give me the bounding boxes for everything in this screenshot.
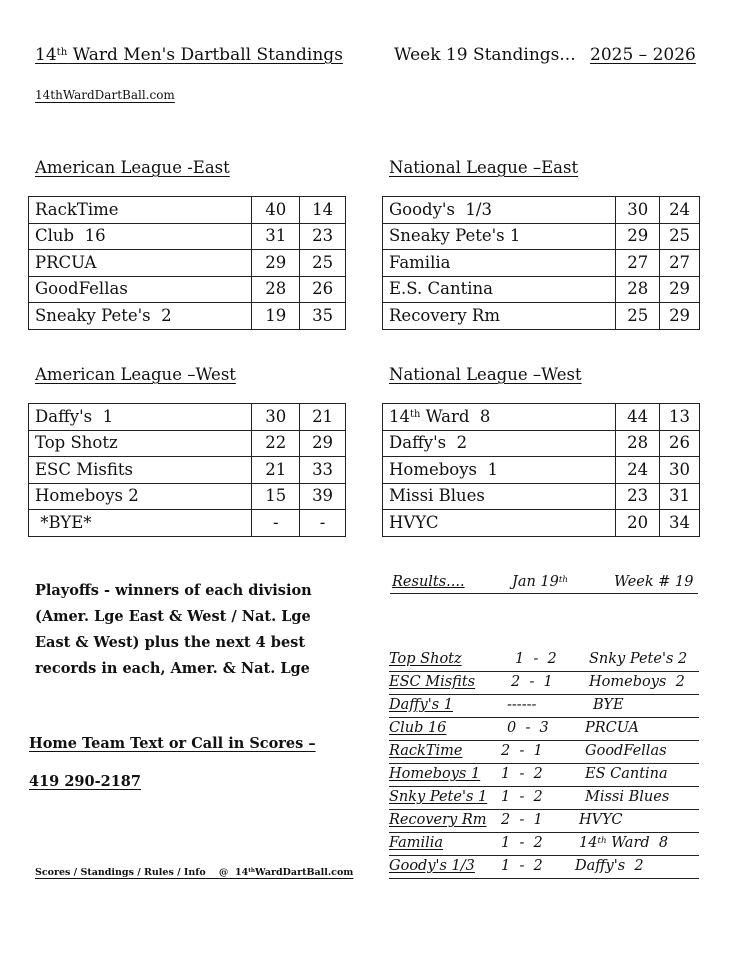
losses-value: 24 xyxy=(660,197,700,224)
game-score: 1 - 2 xyxy=(501,858,543,874)
al-west-table xyxy=(28,403,346,537)
team-name xyxy=(383,276,616,303)
standings-row xyxy=(29,276,346,303)
losses-value: 29 xyxy=(300,430,346,457)
team-name-text: Goody's 1/3 xyxy=(389,199,492,219)
wins-value: 28 xyxy=(616,276,660,303)
losses-value: 30 xyxy=(660,457,700,484)
losses-value: 31 xyxy=(660,483,700,510)
wins-value: 20 xyxy=(616,510,660,537)
game-score: ------ xyxy=(507,697,537,713)
website-link[interactable]: 14thWardDartBall.com xyxy=(35,88,175,102)
away-team xyxy=(575,858,644,874)
team-name-text: PRCUA xyxy=(35,252,97,272)
losses-value: 35 xyxy=(300,303,346,330)
away-team-text: Daffy's 2 xyxy=(575,858,644,874)
losses-value: 29 xyxy=(660,303,700,330)
team-name xyxy=(383,303,616,330)
wins-value: 31 xyxy=(252,223,300,250)
team-name-text: Missi Blues xyxy=(389,486,485,505)
result-row xyxy=(389,717,699,741)
away-team-number: 14 xyxy=(579,835,598,851)
team-name xyxy=(29,510,252,537)
game-score: 0 - 3 xyxy=(507,720,549,736)
result-row xyxy=(389,671,699,695)
game-score: 1 - 2 xyxy=(515,651,557,667)
home-team: RackTime xyxy=(389,743,463,759)
team-name-text: GoodFellas xyxy=(35,279,128,298)
team-name xyxy=(29,404,252,431)
wins-value: 30 xyxy=(252,404,300,431)
team-name xyxy=(29,430,252,457)
team-name-text: RackTime xyxy=(35,199,119,219)
nl-west-title: National League –West xyxy=(389,365,582,384)
losses-value: 33 xyxy=(300,457,346,484)
away-team xyxy=(589,651,687,667)
away-team-text: HVYC xyxy=(579,812,623,828)
away-team-text: GoodFellas xyxy=(585,743,667,759)
away-team-text: BYE xyxy=(593,697,624,713)
team-name-text: Club 16 xyxy=(35,226,106,245)
away-team-text: Missi Blues xyxy=(585,789,670,805)
season-label: 2025 – 2026 xyxy=(590,45,696,65)
losses-value: 21 xyxy=(300,404,346,431)
playoffs-note: Playoffs - winners of each division (Amer. Lge East & West / Nat. Lge East & West) plus the next 4 best records in each, Amer. & Nat. Lge xyxy=(35,582,312,677)
standings-row xyxy=(29,430,346,457)
footer-links-text: Scores / Standings / Rules / Info xyxy=(35,867,206,878)
nl-east-title: National League –East xyxy=(389,158,579,177)
team-name xyxy=(383,430,616,457)
team-name-text: Familia xyxy=(389,252,451,272)
team-name xyxy=(29,457,252,484)
game-score: 1 - 2 xyxy=(501,789,543,805)
standings-row xyxy=(29,510,346,537)
results-week: Week # 19 xyxy=(614,574,694,590)
losses-value: 25 xyxy=(300,250,346,277)
team-name xyxy=(383,250,616,277)
team-name-text: Homeboys 2 xyxy=(35,486,139,505)
standings-row xyxy=(383,303,700,330)
team-name xyxy=(383,223,616,250)
home-team: Familia xyxy=(389,835,444,851)
losses-value: 27 xyxy=(660,250,700,277)
standings-row xyxy=(383,483,700,510)
game-score: 1 - 2 xyxy=(501,766,543,782)
home-team: Daffy's 1 xyxy=(389,697,453,713)
losses-value: 25 xyxy=(660,223,700,250)
footer-links[interactable] xyxy=(35,867,353,878)
losses-value: 39 xyxy=(300,483,346,510)
home-team: Recovery Rm xyxy=(389,812,487,828)
game-score: 2 - 1 xyxy=(501,812,543,828)
wins-value: 19 xyxy=(252,303,300,330)
standings-row xyxy=(29,197,346,224)
away-team xyxy=(585,766,668,782)
away-team xyxy=(579,835,668,851)
standings-row xyxy=(29,303,346,330)
results-date-text: Jan 19 xyxy=(512,574,559,590)
results-header xyxy=(390,574,698,594)
away-team xyxy=(585,743,667,759)
results-date xyxy=(512,574,568,590)
wins-value: 27 xyxy=(616,250,660,277)
phone-number[interactable]: 419 290-2187 xyxy=(29,773,141,790)
week-label: Week 19 Standings... xyxy=(394,45,576,65)
away-team xyxy=(585,720,639,736)
standings-row xyxy=(383,250,700,277)
team-name xyxy=(29,276,252,303)
result-row xyxy=(389,832,699,856)
result-row xyxy=(389,855,699,879)
losses-value: - xyxy=(300,510,346,537)
wins-value: 21 xyxy=(252,457,300,484)
losses-value: 26 xyxy=(660,430,700,457)
team-name xyxy=(383,510,616,537)
team-name-text: HVYC xyxy=(389,512,439,532)
losses-value: 34 xyxy=(660,510,700,537)
team-name xyxy=(29,303,252,330)
result-row xyxy=(389,648,699,672)
wins-value: 29 xyxy=(616,223,660,250)
result-row xyxy=(389,694,699,718)
wins-value: 22 xyxy=(252,430,300,457)
away-team-text: Snky Pete's 2 xyxy=(589,651,688,667)
away-team-text: Ward 8 xyxy=(606,835,669,851)
standings-row xyxy=(29,250,346,277)
call-in-scores-label: Home Team Text or Call in Scores – xyxy=(29,735,316,752)
game-score: 2 - 1 xyxy=(501,743,543,759)
losses-value: 13 xyxy=(660,404,700,431)
team-name xyxy=(383,404,616,431)
home-team: Snky Pete's 1 xyxy=(389,789,488,805)
team-name-number: 14 xyxy=(389,406,410,426)
results-date-ordinal: th xyxy=(558,575,568,586)
away-team-text: ES Cantina xyxy=(585,766,668,782)
nl-east-table xyxy=(382,196,700,330)
home-team: Homeboys 1 xyxy=(389,766,481,782)
title-number: 14 xyxy=(35,45,57,65)
standings-row xyxy=(383,510,700,537)
result-row xyxy=(389,786,699,810)
standings-row xyxy=(383,430,700,457)
standings-row xyxy=(29,457,346,484)
team-name-text: Daffy's 1 xyxy=(35,406,114,426)
team-name xyxy=(29,250,252,277)
home-team: Top Shotz xyxy=(389,651,462,667)
team-name xyxy=(29,223,252,250)
footer-site-text: WardDartBall.com xyxy=(255,867,354,878)
team-name-text: Homeboys 1 xyxy=(389,459,499,479)
losses-value: 29 xyxy=(660,276,700,303)
result-row xyxy=(389,740,699,764)
team-name-text: Ward 8 xyxy=(420,406,491,426)
footer-at: @ xyxy=(218,867,229,878)
team-name xyxy=(383,483,616,510)
away-team xyxy=(585,789,669,805)
away-team xyxy=(579,812,623,828)
standings-row xyxy=(383,404,700,431)
title-ordinal: th xyxy=(56,47,68,59)
result-row xyxy=(389,809,699,833)
team-name xyxy=(383,457,616,484)
team-name xyxy=(29,483,252,510)
wins-value: 28 xyxy=(616,430,660,457)
wins-value: 15 xyxy=(252,483,300,510)
team-name-text: Daffy's 2 xyxy=(389,433,468,452)
team-name-text: E.S. Cantina xyxy=(389,279,493,298)
standings-row xyxy=(383,197,700,224)
standings-row xyxy=(29,223,346,250)
standings-row xyxy=(383,276,700,303)
away-team-ordinal: th xyxy=(597,836,607,847)
team-name-text: Sneaky Pete's 2 xyxy=(35,305,172,325)
standings-row xyxy=(29,404,346,431)
title-text: Ward Men's Dartball Standings xyxy=(67,45,343,65)
away-team-text: Homeboys 2 xyxy=(589,674,685,690)
away-team xyxy=(589,674,685,690)
wins-value: 28 xyxy=(252,276,300,303)
nl-west-table xyxy=(382,403,700,537)
result-row xyxy=(389,763,699,787)
away-team-text: PRCUA xyxy=(585,720,640,736)
team-name-ordinal: th xyxy=(410,409,421,421)
team-name xyxy=(29,197,252,224)
home-team: ESC Misfits xyxy=(389,674,476,690)
wins-value: 30 xyxy=(616,197,660,224)
losses-value: 23 xyxy=(300,223,346,250)
team-name-text: *BYE* xyxy=(35,512,92,532)
game-score: 2 - 1 xyxy=(511,674,553,690)
team-name xyxy=(383,197,616,224)
standings-row xyxy=(29,483,346,510)
team-name-text: Top Shotz xyxy=(35,433,118,452)
losses-value: 14 xyxy=(300,197,346,224)
al-west-title: American League –West xyxy=(35,365,236,384)
footer-site-ordinal: th xyxy=(248,868,256,875)
team-name-text: Sneaky Pete's 1 xyxy=(389,226,521,245)
footer-site-number: 14 xyxy=(235,867,249,878)
standings-row xyxy=(383,223,700,250)
team-name-text: Recovery Rm xyxy=(389,305,500,325)
away-team xyxy=(593,697,624,713)
wins-value: 24 xyxy=(616,457,660,484)
team-name-text: ESC Misfits xyxy=(35,459,133,479)
wins-value: 29 xyxy=(252,250,300,277)
results-label: Results.... xyxy=(392,574,465,590)
al-east-table xyxy=(28,196,346,330)
wins-value: 25 xyxy=(616,303,660,330)
wins-value: 40 xyxy=(252,197,300,224)
al-east-title: American League -East xyxy=(35,158,230,177)
wins-value: 44 xyxy=(616,404,660,431)
wins-value: 23 xyxy=(616,483,660,510)
game-score: 1 - 2 xyxy=(501,835,543,851)
home-team: Club 16 xyxy=(389,720,447,736)
home-team: Goody's 1/3 xyxy=(389,858,475,874)
wins-value: - xyxy=(252,510,300,537)
standings-row xyxy=(383,457,700,484)
losses-value: 26 xyxy=(300,276,346,303)
page-title xyxy=(35,45,343,65)
